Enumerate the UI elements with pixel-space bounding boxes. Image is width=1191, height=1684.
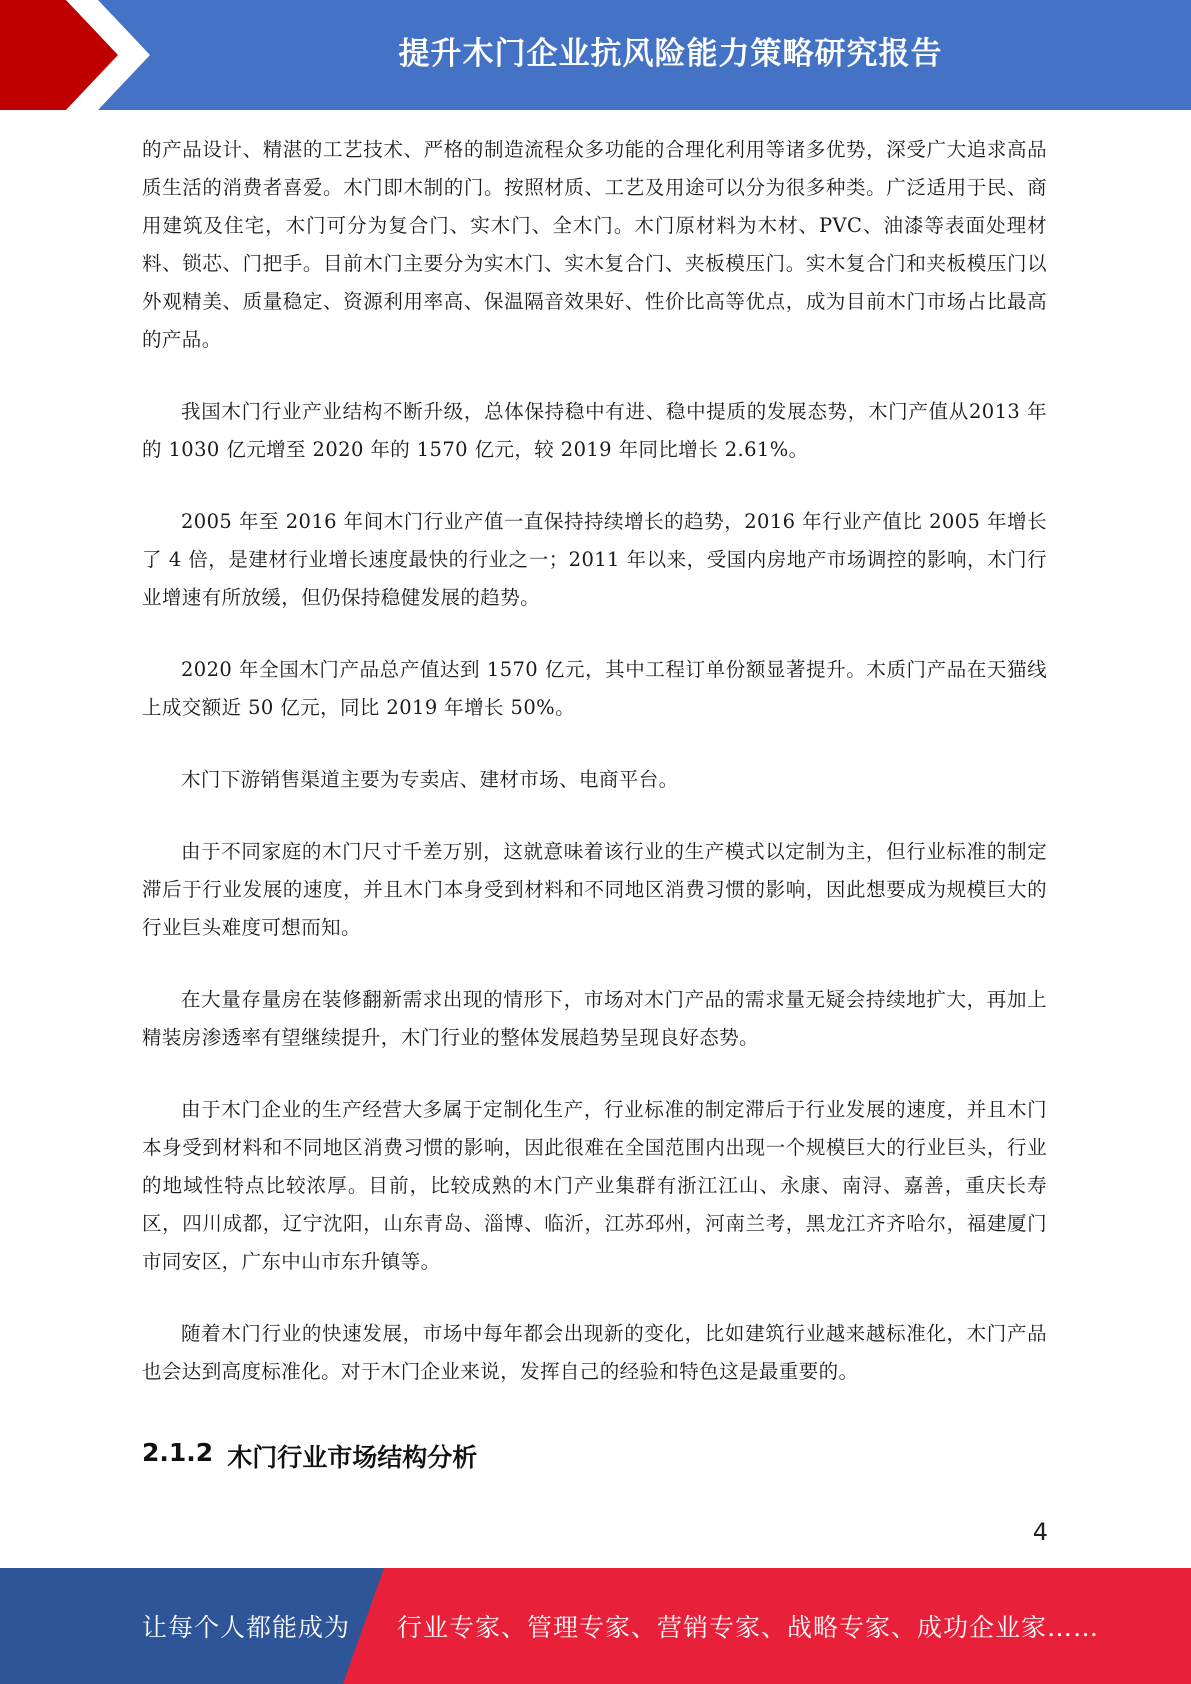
footer-slogan-right: 行业专家、管理专家、营销专家、战略专家、成功企业家…… [397,1613,1100,1642]
paragraph: 木门下游销售渠道主要为专卖店、建材市场、电商平台。 [181,768,679,791]
paragraph: 2005 年至 2016 年间木门行业产值一直保持持续增长的趋势，2016 年行业产值比 2005 年增长了 4 倍，是建材行业增长速度最快的行业之一；2011 年以来，受国内房地产市场调控的影响，木门行业增速有所放缓，但仍保持稳健发展的趋势。 [142,510,1047,609]
report-title: 提升木门企业抗风险能力策略研究报告 [398,35,943,72]
page-number: 4 [1032,1518,1048,1546]
body-text [142,131,1047,1425]
section-title: 木门行业市场结构分析 [227,1443,478,1472]
footer-slogan-left: 让每个人都能成为 [142,1613,351,1642]
red-arrow-decoration [0,0,160,110]
paragraph: 的产品设计、精湛的工艺技术、严格的制造流程众多功能的合理化利用等诸多优势，深受广大追求高品质生活的消费者喜爱。木门即木制的门。按照材质、工艺及用途可以分为很多种类。广泛适用于民、商用建筑及住宅，木门可分为复合门、实木门、全木门。木门原材料为木材、PVC、油漆等表面处理材料、锁芯、门把手。目前木门主要分为实木门、实木复合门、夹板模压门。实木复合门和夹板模压门以外观精美、质量稳定、资源利用率高、保温隔音效果好、性价比高等优点，成为目前木门市场占比最高的产品。 [142,138,1047,351]
section-number: 2.1.2 [142,1438,214,1467]
paragraph: 2020 年全国木门产品总产值达到 1570 亿元，其中工程订单份额显著提升。木质门产品在天猫线上成交额近 50 亿元，同比 2019 年增长 50%。 [142,658,1047,719]
paragraph: 由于木门企业的生产经营大多属于定制化生产，行业标准的制定滞后于行业发展的速度，并且木门本身受到材料和不同地区消费习惯的影响，因此很难在全国范围内出现一个规模巨大的行业巨头，行业的地域性特点比较浓厚。目前，比较成熟的木门产业集群有浙江江山、永康、南浔、嘉善，重庆长寿区，四川成都，辽宁沈阳，山东青岛、淄博、临沂，江苏邳州，河南兰考，黑龙江齐齐哈尔，福建厦门市同安区，广东中山市东升镇等。 [142,1098,1047,1273]
page-footer [0,1568,1191,1684]
paragraph: 在大量存量房在装修翻新需求出现的情形下，市场对木门产品的需求量无疑会持续地扩大，再加上精装房渗透率有望继续提升，木门行业的整体发展趋势呈现良好态势。 [142,988,1047,1049]
paragraph: 我国木门行业产业结构不断升级，总体保持稳中有进、稳中提质的发展态势，木门产值从2013 年的 1030 亿元增至 2020 年的 1570 亿元，较 2019 年同比增长 2.61%。 [142,400,1047,461]
paragraph: 由于不同家庭的木门尺寸千差万别，这就意味着该行业的生产模式以定制为主，但行业标准的制定滞后于行业发展的速度，并且木门本身受到材料和不同地区消费习惯的影响，因此想要成为规模巨大的行业巨头难度可想而知。 [142,840,1047,939]
page-header [0,0,1191,110]
paragraph: 随着木门行业的快速发展，市场中每年都会出现新的变化，比如建筑行业越来越标准化，木门产品也会达到高度标准化。对于木门企业来说，发挥自己的经验和特色这是最重要的。 [142,1322,1047,1383]
section-heading [142,1438,477,1474]
